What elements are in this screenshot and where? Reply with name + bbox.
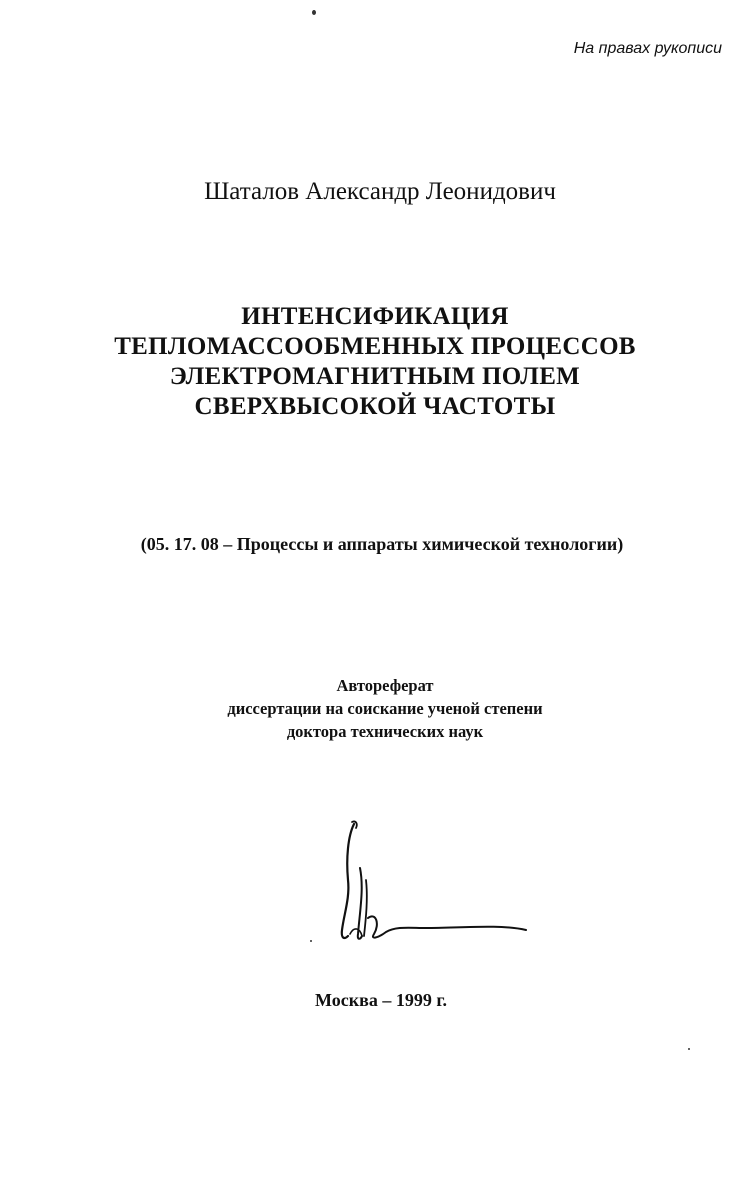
handwritten-signature [330,818,540,948]
title-line: ТЕПЛОМАССООБМЕННЫХ ПРОЦЕССОВ [114,333,636,360]
title-line: ЭЛЕКТРОМАГНИТНЫМ ПОЛЕМ [169,363,581,390]
abstract-description [0,674,750,743]
abstract-line: диссертации на соискание ученой степени [227,699,543,718]
copyright-note: На правах рукописи [573,40,722,57]
title-line: ИНТЕНСИФИКАЦИЯ [241,303,509,330]
abstract-line: Автореферат [336,676,434,695]
title-line: СВЕРХВЫСОКОЙ ЧАСТОТЫ [194,393,556,420]
author-name: Шаталов Александр Леонидович [204,178,556,205]
specialty-code: (05. 17. 08 – Процессы и аппараты химической технологии) [140,534,624,554]
dissertation-title [0,302,750,422]
abstract-line: доктора технических наук [286,722,484,741]
city-year: Москва – 1999 г. [315,990,447,1010]
scan-speck [310,940,312,942]
scan-speck [312,10,316,15]
scan-speck [688,1048,690,1050]
